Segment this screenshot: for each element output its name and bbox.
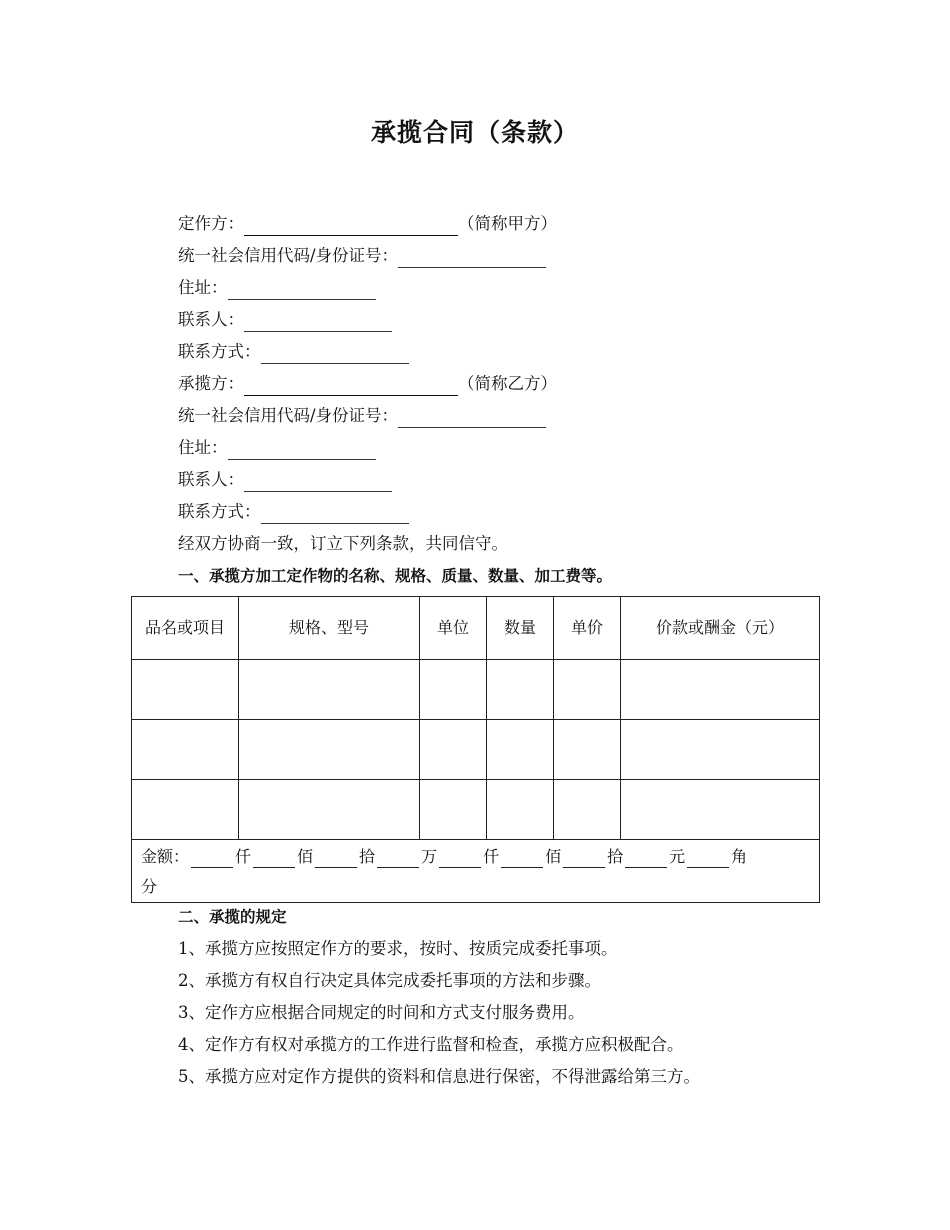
table-cell[interactable] (621, 720, 820, 780)
column-header-label: 品名或项目 (145, 618, 226, 637)
clause-item: 2、承揽方有权自行决定具体完成委托事项的方法和步骤。 (178, 971, 601, 990)
items-table (131, 596, 820, 903)
section1-heading: 一、承揽方加工定作物的名称、规格、质量、数量、加工费等。 (178, 567, 613, 585)
table-row (132, 780, 820, 840)
amount-blank[interactable] (315, 849, 357, 868)
party-a-credit-line (178, 244, 546, 268)
party-a-contact-label: 联系人： (178, 310, 244, 329)
party-a-phone-label: 联系方式： (178, 342, 261, 361)
party-b-contact-field[interactable] (244, 472, 392, 492)
amount-label: 金额： (141, 847, 190, 866)
party-b-contact-line (178, 468, 392, 492)
party-a-phone-line (178, 340, 409, 364)
table-cell[interactable] (132, 660, 239, 720)
amount-unit: 角 (731, 847, 748, 866)
party-a-label: 定作方： (178, 214, 244, 233)
amount-blank[interactable] (687, 849, 729, 868)
party-b-credit-line (178, 404, 546, 428)
table-cell[interactable] (420, 660, 487, 720)
table-cell[interactable] (132, 720, 239, 780)
table-cell[interactable] (487, 660, 554, 720)
table-cell[interactable] (239, 720, 420, 780)
amount-unit: 仟 (235, 847, 252, 866)
amount-unit: 元 (669, 847, 686, 866)
party-b-name-field[interactable] (244, 376, 458, 396)
party-b-address-field[interactable] (228, 440, 376, 460)
party-b-address-line (178, 436, 376, 460)
table-cell[interactable] (554, 780, 621, 840)
party-b-address-label: 住址： (178, 438, 228, 457)
table-cell[interactable] (621, 660, 820, 720)
table-cell[interactable] (554, 720, 621, 780)
clause-item: 1、承揽方应按照定作方的要求，按时、按质完成委托事项。 (178, 939, 618, 958)
amount-blank[interactable] (439, 849, 481, 868)
amount-unit: 拾 (607, 847, 624, 866)
clause-item: 4、定作方有权对承揽方的工作进行监督和检查，承揽方应积极配合。 (178, 1035, 684, 1054)
amount-unit: 佰 (545, 847, 562, 866)
party-b-phone-field[interactable] (261, 504, 409, 524)
party-b-phone-line (178, 500, 409, 524)
amount-unit: 万 (421, 847, 438, 866)
table-row (132, 720, 820, 780)
amount-blank[interactable] (377, 849, 419, 868)
party-a-credit-label: 统一社会信用代码/身份证号： (178, 246, 399, 265)
party-a-name-line (178, 212, 557, 236)
party-a-address-label: 住址： (178, 278, 228, 297)
clause-item: 3、定作方应根据合同规定的时间和方式支付服务费用。 (178, 1003, 585, 1022)
party-b-credit-field[interactable] (398, 408, 546, 428)
page-title: 承揽合同（条款） (370, 118, 579, 147)
party-b-suffix: （简称乙方） (458, 374, 557, 393)
column-header: 价款或酬金（元） (621, 597, 820, 660)
party-b-phone-label: 联系方式： (178, 502, 261, 521)
party-b-credit-label: 统一社会信用代码/身份证号： (178, 406, 399, 425)
party-a-contact-field[interactable] (244, 312, 392, 332)
section2-heading: 二、承揽的规定 (178, 908, 287, 926)
table-cell[interactable] (487, 780, 554, 840)
amount-row (132, 840, 820, 903)
table-cell[interactable] (420, 780, 487, 840)
intro-text: 经双方协商一致，订立下列条款，共同信守。 (178, 534, 508, 553)
table-header-row (132, 597, 820, 660)
amount-blank[interactable] (625, 849, 667, 868)
party-a-phone-field[interactable] (261, 344, 409, 364)
amount-blank[interactable] (563, 849, 605, 868)
table-cell[interactable] (621, 780, 820, 840)
party-b-label: 承揽方： (178, 374, 244, 393)
amount-blank[interactable] (253, 849, 295, 868)
amount-cell (132, 840, 820, 903)
amount-blank[interactable] (501, 849, 543, 868)
clause-item: 5、承揽方应对定作方提供的资料和信息进行保密，不得泄露给第三方。 (178, 1067, 700, 1086)
party-a-name-field[interactable] (244, 216, 458, 236)
table-cell[interactable] (132, 780, 239, 840)
amount-unit: 佰 (297, 847, 314, 866)
column-header: 数量 (487, 597, 554, 660)
table-row (132, 660, 820, 720)
amount-unit: 拾 (359, 847, 376, 866)
table-cell[interactable] (487, 720, 554, 780)
party-b-name-line (178, 372, 557, 396)
column-header: 单价 (554, 597, 621, 660)
table-cell[interactable] (420, 720, 487, 780)
amount-unit: 仟 (483, 847, 500, 866)
table-cell[interactable] (239, 780, 420, 840)
column-header: 单位 (420, 597, 487, 660)
table-cell[interactable] (554, 660, 621, 720)
column-header (132, 597, 239, 660)
party-a-contact-line (178, 308, 392, 332)
table-cell[interactable] (239, 660, 420, 720)
party-b-contact-label: 联系人： (178, 470, 244, 489)
party-a-suffix: （简称甲方） (458, 214, 557, 233)
party-a-address-field[interactable] (228, 280, 376, 300)
column-header: 规格、型号 (239, 597, 420, 660)
party-a-address-line (178, 276, 376, 300)
amount-blank[interactable] (191, 849, 233, 868)
amount-tail: 分 (141, 877, 158, 896)
party-a-credit-field[interactable] (398, 248, 546, 268)
